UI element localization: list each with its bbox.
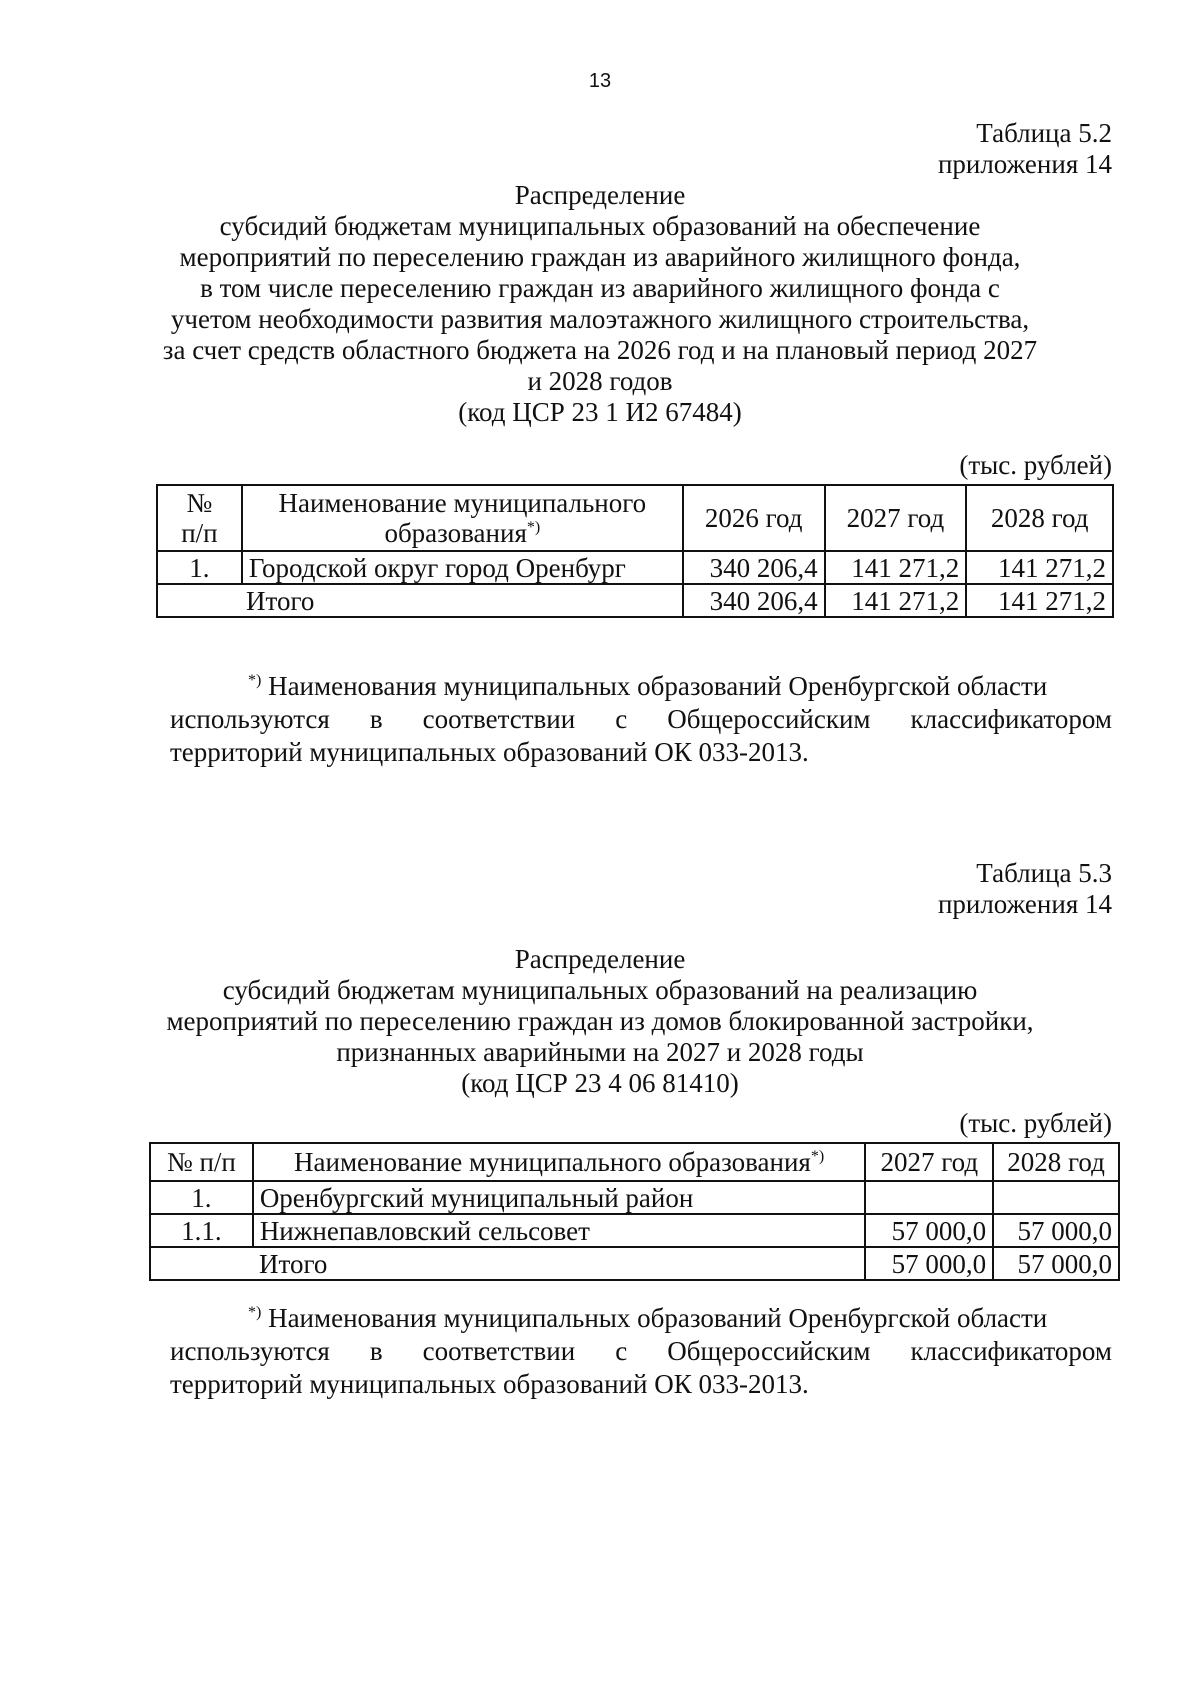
title-line: учетом необходимости развития малоэтажного жилищного строительства, [170,304,1030,334]
title-line: субсидий бюджетам муниципальных образований на обеспечение [219,211,981,241]
header-2027: 2027 год [825,485,967,551]
table-5-3-title [0,944,1200,1099]
header-2028: 2028 год [993,1143,1119,1181]
footnote-line: используются в соответствии с Общероссийским классификатором [170,704,1112,734]
title-line: в том числе переселению граждан из аварийного жилищного фонда с [200,273,1000,303]
header-name-line: Наименование муниципального [278,488,647,518]
header-name-line [249,518,676,548]
footnote-line [170,670,1112,703]
footnote-5-3 [170,1302,1112,1401]
cell-num: 1. [157,551,242,584]
header-name [242,485,683,551]
header-num-line: п/п [181,518,218,548]
table-header-row [157,485,1113,551]
footnote-marker: *) [248,1304,262,1321]
footnote-text: Наименования муниципальных образований Оренбургской области [261,671,1048,701]
table-5-2-title [0,180,1200,428]
page-number: 13 [588,70,612,92]
cell-2027: 141 271,2 [825,551,967,584]
table-row [150,1181,1119,1214]
header-num-line: № [186,488,213,518]
total-label: Итого [157,584,683,617]
footnote-line [170,1302,1112,1335]
total-2026: 340 206,4 [683,584,825,617]
title-line: мероприятий по переселению граждан из домов блокированной застройки, [166,1006,1034,1036]
footnote-line: используются в соответствии с Общероссийским классификатором [170,1336,1112,1366]
header-name [253,1143,866,1181]
footnote-marker: *) [810,1148,825,1165]
footnote-text: Наименования муниципальных образований Оренбургской области [261,1303,1048,1333]
table-row [157,551,1113,584]
cell-2026: 340 206,4 [683,551,825,584]
header-2026: 2026 год [683,485,825,551]
total-2028: 57 000,0 [993,1247,1119,1280]
footnote-line: территорий муниципальных образований ОК 033-2013. [170,1369,809,1399]
footnote-5-2 [170,670,1112,769]
header-num: № п/п [150,1143,253,1181]
title-line: (код ЦСР 23 4 06 81410) [461,1068,739,1098]
table-5-2 [156,484,1114,618]
total-2027: 141 271,2 [825,584,967,617]
cell-name: Нижнепавловский сельсовет [253,1214,866,1247]
appendix-label-line: приложения 14 [937,149,1112,179]
cell-num: 1.1. [150,1214,253,1247]
table-5-2-label [938,118,1112,180]
title-line: Распределение [514,944,686,974]
title-line: признанных аварийными на 2027 и 2028 годы [336,1037,864,1067]
appendix-label-line: приложения 14 [937,889,1112,919]
cell-2027 [865,1181,993,1214]
total-row [150,1247,1119,1280]
table-header-row [150,1143,1119,1181]
total-2027: 57 000,0 [865,1247,993,1280]
total-2028: 141 271,2 [966,584,1113,617]
title-line: (код ЦСР 23 1 И2 67484) [458,397,742,427]
table-5-3-label [938,858,1112,920]
units-label: (тыс. рублей) [959,450,1112,480]
title-line: Распределение [514,180,686,210]
title-line: и 2028 годов [527,366,673,396]
total-label: Итого [150,1247,865,1280]
table-label-line: Таблица 5.2 [976,118,1112,148]
title-line: мероприятий по переселению граждан из аварийного жилищного фонда, [179,242,1021,272]
total-row [157,584,1113,617]
header-2028: 2028 год [966,485,1113,551]
cell-2028: 57 000,0 [993,1214,1119,1247]
title-line: субсидий бюджетам муниципальных образований на реализацию [222,975,978,1005]
header-2027: 2027 год [865,1143,993,1181]
cell-2028: 141 271,2 [966,551,1113,584]
header-name-text: Наименование муниципального образования [294,1147,811,1177]
footnote-marker: *) [526,519,541,536]
units-label: (тыс. рублей) [959,1108,1112,1138]
title-line: за счет средств областного бюджета на 2026 год и на плановый период 2027 [162,335,1038,365]
header-num [157,485,242,551]
cell-name: Городской округ город Оренбург [242,551,683,584]
cell-2027: 57 000,0 [865,1214,993,1247]
footnote-marker: *) [248,672,262,689]
header-name-text: образования [384,518,527,548]
table-label-line: Таблица 5.3 [976,858,1112,888]
table-5-3 [149,1142,1120,1281]
cell-2028 [993,1181,1119,1214]
cell-num: 1. [150,1181,253,1214]
table-row [150,1214,1119,1247]
cell-name: Оренбургский муниципальный район [253,1181,866,1214]
footnote-line: территорий муниципальных образований ОК 033-2013. [170,737,809,767]
